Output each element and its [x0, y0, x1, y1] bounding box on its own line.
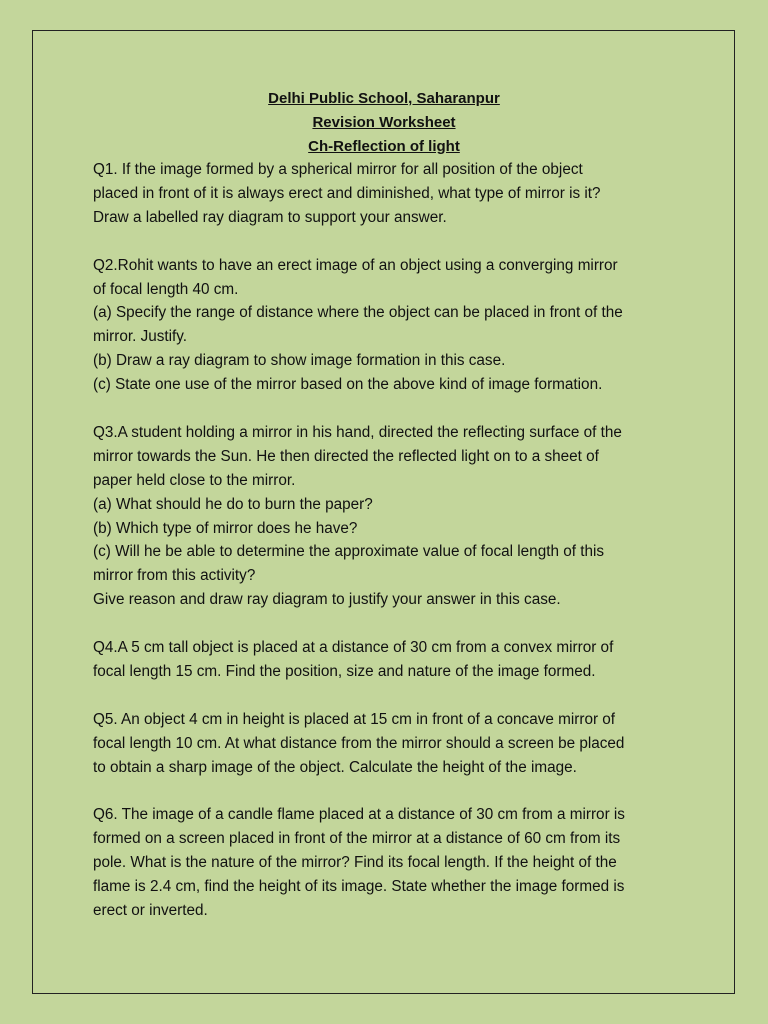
question-line: formed on a screen placed in front of the mirror at a distance of 60 cm from its — [93, 830, 621, 848]
school-title: Delhi Public School, Saharanpur — [268, 90, 500, 107]
question-line: focal length 15 cm. Find the position, size and nature of the image formed. — [93, 662, 596, 680]
question-line: Q3.A student holding a mirror in his hand, directed the reflecting surface of the — [93, 423, 622, 441]
question-line: mirror from this activity? — [93, 567, 256, 585]
question-line: to obtain a sharp image of the object. Calculate the height of the image. — [93, 758, 577, 776]
question-4 — [93, 636, 693, 684]
question-line: (b) Draw a ray diagram to show image formation in this case. — [93, 352, 506, 370]
question-line: paper held close to the mirror. — [93, 471, 296, 489]
spacer — [93, 684, 693, 708]
question-line: (a) Specify the range of distance where the object can be placed in front of the — [93, 304, 623, 322]
question-line: Give reason and draw ray diagram to justify your answer in this case. — [93, 591, 561, 609]
question-line: (c) State one use of the mirror based on the above kind of image formation. — [93, 376, 603, 394]
question-2 — [93, 254, 693, 397]
spacer — [93, 612, 693, 636]
question-line: Q1. If the image formed by a spherical mirror for all position of the object — [93, 161, 583, 178]
question-5 — [93, 708, 693, 780]
spacer — [93, 397, 693, 421]
question-1 — [93, 158, 693, 230]
question-line: mirror towards the Sun. He then directed the reflected light on to a sheet of — [93, 447, 599, 465]
question-line: erect or inverted. — [93, 902, 208, 920]
question-6 — [93, 803, 693, 923]
spacer — [93, 780, 693, 804]
question-line: focal length 10 cm. At what distance from the mirror should a screen be placed — [93, 734, 625, 752]
chapter-title: Ch-Reflection of light — [308, 138, 460, 155]
question-line: Q2.Rohit wants to have an erect image of an object using a converging mirror — [93, 256, 618, 274]
spacer — [93, 230, 693, 254]
question-line: placed in front of it is always erect and diminished, what type of mirror is it? — [93, 184, 601, 202]
question-line: Q4.A 5 cm tall object is placed at a distance of 30 cm from a convex mirror of — [93, 639, 614, 657]
question-line: Q5. An object 4 cm in height is placed at 15 cm in front of a concave mirror of — [93, 710, 616, 728]
worksheet-title: Revision Worksheet — [312, 114, 456, 131]
questions-list — [93, 158, 693, 923]
question-line: of focal length 40 cm. — [93, 280, 239, 298]
question-line: pole. What is the nature of the mirror? Find its focal length. If the height of the — [93, 854, 617, 872]
question-line: (c) Will he be able to determine the approximate value of focal length of this — [93, 543, 605, 561]
question-3 — [93, 421, 693, 612]
question-line: (a) What should he do to burn the paper? — [93, 495, 373, 513]
question-line: Q6. The image of a candle flame placed at a distance of 30 cm from a mirror is — [93, 806, 625, 824]
question-line: flame is 2.4 cm, find the height of its image. State whether the image formed is — [93, 878, 625, 896]
question-line: mirror. Justify. — [93, 328, 188, 346]
question-line: (b) Which type of mirror does he have? — [93, 519, 358, 537]
question-line: Draw a labelled ray diagram to support your answer. — [93, 208, 447, 226]
